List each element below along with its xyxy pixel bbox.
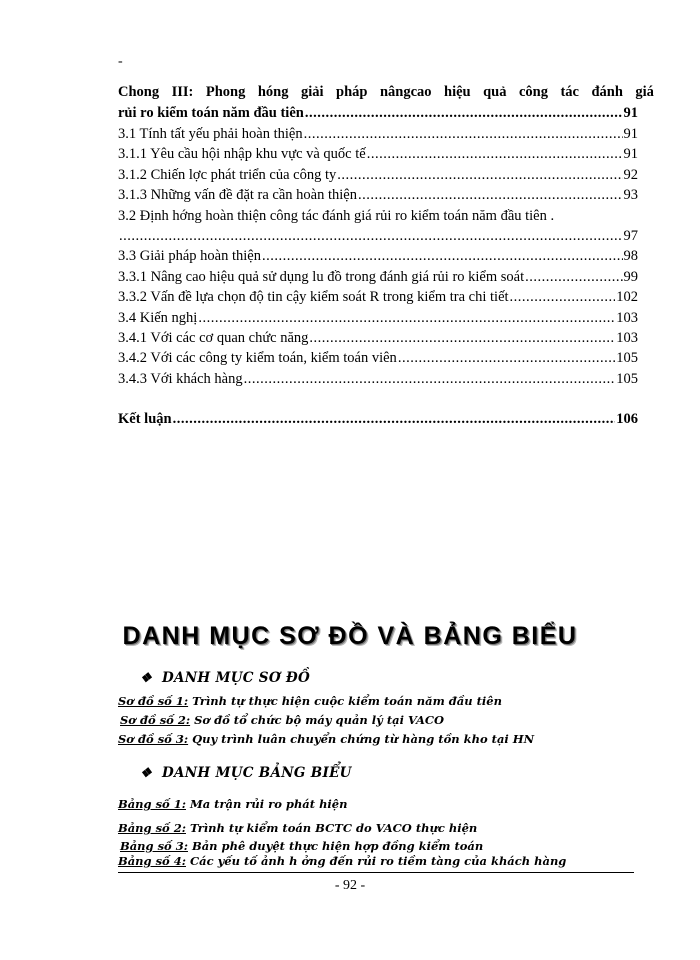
dot-leader	[244, 369, 616, 389]
dot-leader	[119, 226, 623, 246]
top-mark: -	[118, 54, 123, 69]
table-item-text: Ma trận rủi ro phát hiện	[190, 797, 348, 811]
page-ref: 103	[616, 309, 638, 326]
table-item-text: Bản phê duyệt thực hiện hợp đồng kiểm toán	[192, 839, 484, 853]
diagram-item-label: Sơ đồ số 2:	[120, 713, 191, 727]
dot-leader	[309, 328, 615, 348]
table-item	[118, 797, 347, 811]
chapter-title-word: hóng	[257, 84, 289, 100]
diamond-bullet-icon: ❖	[140, 671, 152, 686]
toc-entry-text: 3.4.2 Với các công ty kiểm toán, kiểm toán viên	[118, 350, 397, 367]
table-item-label: Bảng số 2:	[118, 821, 186, 835]
toc-entry-text: 3.3.1 Nâng cao hiệu quả sử dụng lu đồ trong đánh giá rủi ro kiểm soát	[118, 268, 525, 285]
dot-leader	[198, 308, 615, 328]
toc-entry	[118, 185, 638, 205]
chapter-title-word: giá	[635, 84, 654, 100]
chapter-title-word: Chong	[118, 84, 160, 100]
dot-leader	[525, 267, 622, 287]
toc-entry	[118, 144, 638, 164]
table-item	[118, 821, 477, 835]
diagram-item	[118, 732, 534, 746]
dot-leader	[305, 103, 623, 123]
toc-entry-text: 3.4.3 Với khách hàng	[118, 370, 243, 387]
page-ref: 99	[623, 268, 638, 285]
toc-entry-text: 3.1.2 Chiến lợc phát triển của công ty	[118, 166, 337, 183]
chapter-title-line1	[118, 82, 654, 102]
toc-entry-text: 3.4 Kiến nghị	[118, 309, 198, 326]
toc-conclusion	[118, 409, 638, 429]
dot-leader	[337, 165, 622, 185]
toc-entry	[118, 287, 638, 307]
chapter-title-word: tác	[560, 84, 579, 100]
toc-entry	[118, 206, 638, 226]
chapter-title-word: nângcao	[379, 84, 432, 100]
page-ref: 102	[616, 289, 638, 306]
toc-entry	[118, 369, 638, 389]
tables-heading	[140, 765, 352, 781]
diagram-item	[120, 713, 444, 727]
dot-leader	[173, 409, 616, 429]
table-item-label: Bảng số 3:	[120, 839, 188, 853]
chapter-title-line2: rủi ro kiểm toán năm đầu tiên	[118, 105, 304, 121]
toc-entry-text: 3.2 Định hớng hoàn thiện công tác đánh giá rủi ro kiểm toán năm đầu tiên .	[118, 207, 555, 224]
list-section-title: DANH MỤC SƠ ĐỒ VÀ BẢNG BIỂU	[122, 622, 578, 650]
table-item-label: Bảng số 1:	[118, 797, 186, 811]
page-ref: 103	[616, 330, 638, 346]
toc-entry-text: 3.3.2 Vấn đề lựa chọn độ tin cậy kiểm soát R trong kiểm tra chi tiết	[118, 289, 509, 306]
table-item	[118, 854, 566, 868]
table-item-label: Bảng số 4:	[118, 854, 186, 868]
diagram-item-text: Sơ đồ tổ chức bộ máy quản lý tại VACO	[194, 713, 445, 727]
page-ref: 91	[623, 105, 638, 121]
toc-entry	[118, 165, 638, 185]
diagram-item-text: Quy trình luân chuyển chứng từ hàng tồn kho tại HN	[192, 732, 535, 746]
dot-leader	[510, 287, 616, 307]
toc-entry-text: 3.1.1 Yêu cầu hội nhập khu vực và quốc tế	[118, 146, 366, 163]
diagram-item-label: Sơ đồ số 3:	[118, 732, 189, 746]
footer-rule	[118, 872, 634, 873]
toc-entry	[118, 267, 638, 287]
toc-entry-text: 3.4.1 Với các cơ quan chức năng	[118, 330, 309, 346]
toc-entry	[118, 124, 638, 144]
page-ref: 97	[623, 228, 638, 244]
toc-entry-text: 3.1.3 Những vấn đề đặt ra cần hoàn thiện	[118, 187, 357, 204]
dot-leader	[358, 185, 623, 205]
chapter-title-word: quả	[483, 84, 507, 100]
toc-entry	[118, 328, 638, 348]
toc-entry-text: 3.3 Giải pháp hoàn thiện	[118, 248, 261, 265]
page-ref: 105	[616, 350, 638, 367]
diagram-item-label: Sơ đồ số 1:	[118, 694, 189, 708]
page-ref: 91	[623, 126, 638, 142]
page-ref: 91	[623, 146, 638, 163]
toc-entry	[118, 348, 638, 368]
chapter-title-word: công	[518, 84, 548, 100]
diagrams-heading-text: DANH MỤC SƠ ĐỒ	[161, 670, 311, 686]
chapter-title-word: Phong	[205, 84, 246, 100]
diagram-item-text: Trình tự thực hiện cuộc kiểm toán năm đầu tiên	[192, 694, 502, 708]
table-item	[120, 839, 483, 853]
chapter-title-word: pháp	[336, 84, 368, 100]
tables-heading-text: DANH MỤC BẢNG BIỂU	[161, 765, 352, 781]
page-ref: 98	[623, 248, 638, 265]
chapter-title-word: hiệu	[444, 84, 471, 100]
page-ref: 93	[623, 187, 638, 204]
dot-leader	[398, 348, 615, 368]
diagrams-heading	[140, 670, 310, 686]
toc-entry-text: Kết luận	[118, 411, 172, 427]
page-ref: 105	[616, 370, 638, 387]
toc-entry-text: 3.1 Tính tất yếu phải hoàn thiện	[118, 126, 303, 142]
toc-chapter-heading	[118, 82, 654, 102]
table-item-text: Các yếu tố ảnh h ởng đến rủi ro tiềm tàng của khách hàng	[190, 854, 567, 868]
toc-entry	[118, 308, 638, 328]
dot-leader	[262, 246, 623, 266]
chapter-title-word: giải	[300, 84, 324, 100]
toc-chapter-heading-line2	[118, 103, 638, 123]
diagram-item	[118, 694, 502, 708]
table-item-text: Trình tự kiểm toán BCTC do VACO thực hiện	[190, 821, 478, 835]
dot-leader	[367, 144, 623, 164]
page-ref: 106	[616, 411, 638, 427]
page-number: - 92 -	[334, 878, 366, 893]
toc-entry	[118, 246, 638, 266]
chapter-title-word: đánh	[591, 84, 623, 100]
toc-entry	[118, 226, 638, 246]
diamond-bullet-icon: ❖	[140, 766, 152, 781]
chapter-title-word: III:	[171, 84, 194, 100]
page-ref: 92	[623, 166, 638, 183]
dot-leader	[304, 124, 623, 144]
